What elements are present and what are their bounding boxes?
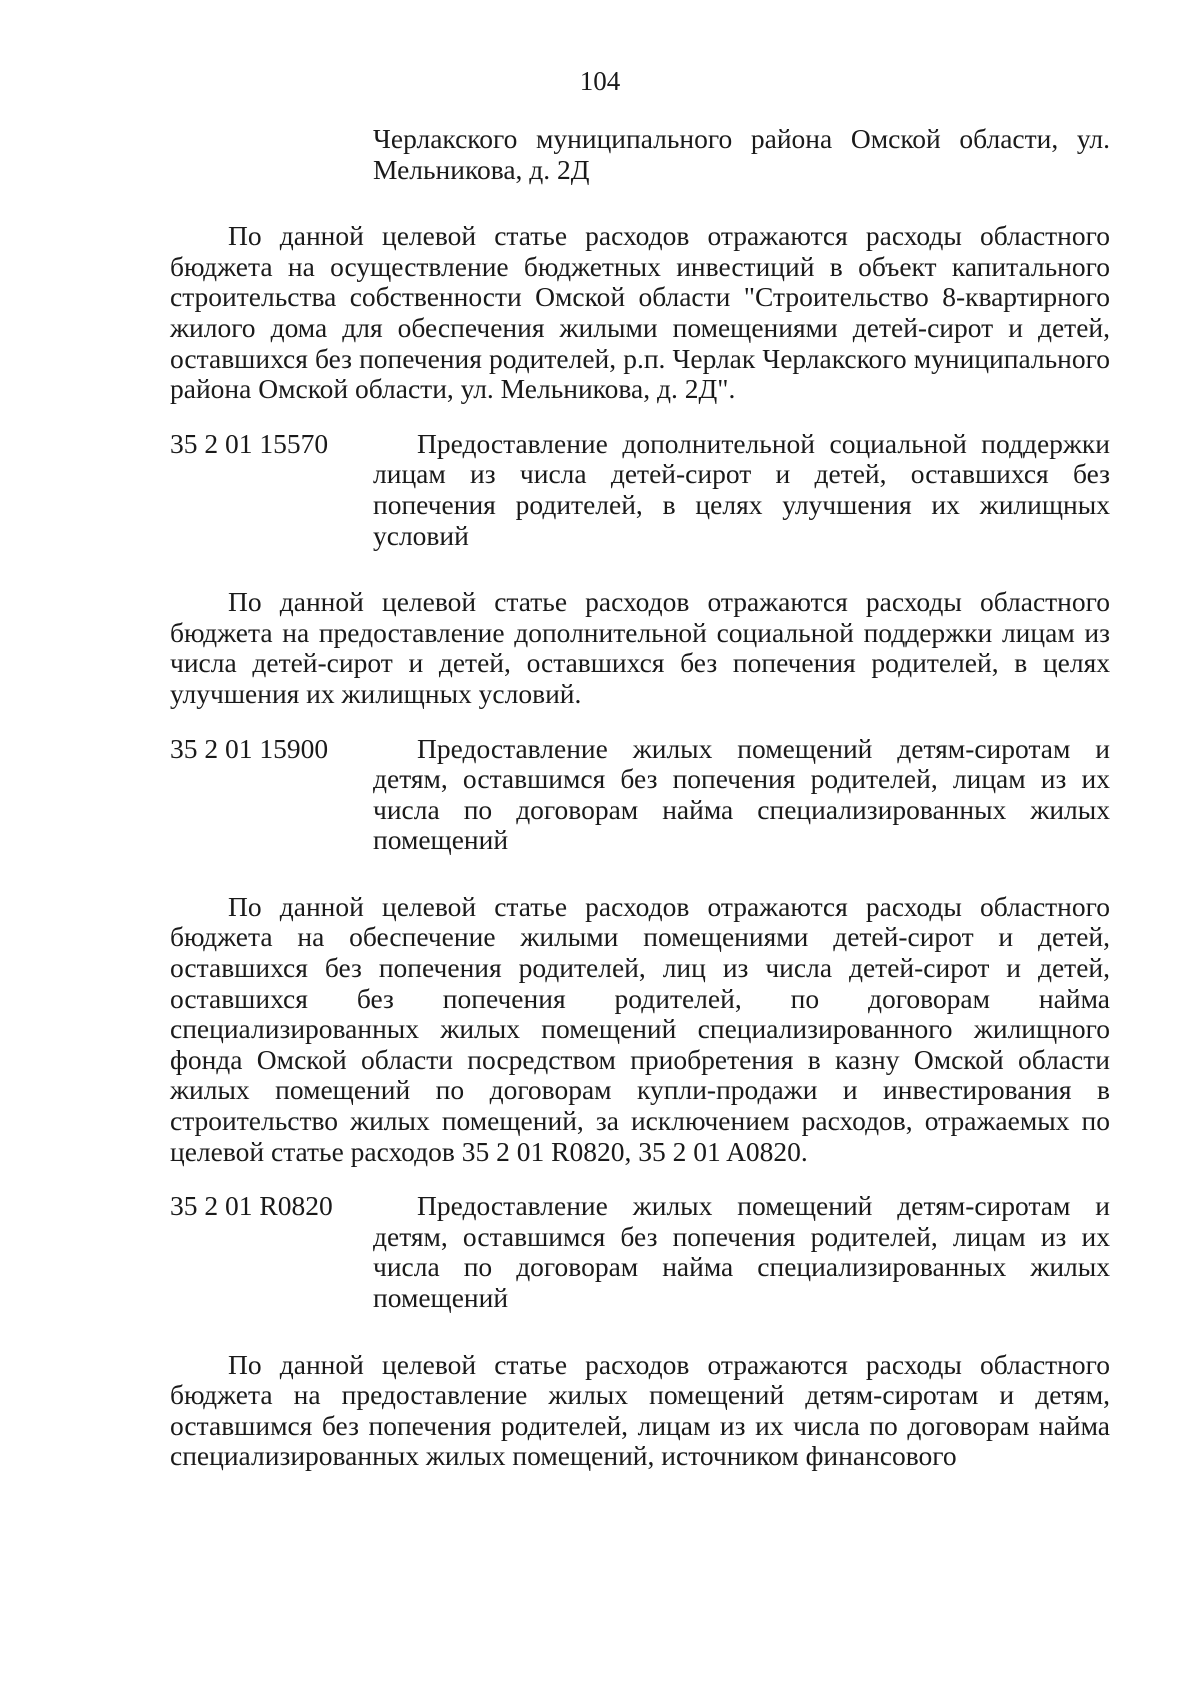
continuation-text: Черлакского муниципального района Омской области, ул. Мельникова, д. 2Д — [373, 123, 1110, 185]
paragraph: По данной целевой статье расходов отражаются расходы областного бюджета на обеспечение жилыми помещениями детей-сирот и детей, оставшихся без попечения родителей, лиц из числа детей-сирот и детей, оставшихся без попечения родителей, по договорам найма специализированных жилых помещений специализированного жилищного фонда Омской области посредством приобретения в казну Омской области жилых помещений по договорам купли-продажи и инвестирования в строительство жилых помещений, за исключением расходов, отражаемых по целевой статье расходов 35 2 01 R0820, 35 2 01 A0820. — [170, 890, 1110, 1167]
paragraph: По данной целевой статье расходов отражаются расходы областного бюджета на осуществление бюджетных инвестиций в объект капитального строительства собственности Омской области "Строительство 8-квартирного жилого дома для обеспечения жилыми помещениями детей-сирот и детей, оставшихся без попечения родителей, р.п. Черлак Черлакского муниципального района Омской области, ул. Мельникова, д. 2Д". — [170, 220, 1110, 405]
document-body — [170, 124, 1110, 1472]
budget-entry — [170, 734, 1110, 856]
budget-entry — [170, 429, 1110, 551]
page-number: 104 — [579, 66, 621, 96]
paragraph: По данной целевой статье расходов отражаются расходы областного бюджета на предоставление дополнительной социальной поддержки лицам из числа детей-сирот и детей, оставшихся без попечения родителей, в целях улучшения их жилищных условий. — [170, 586, 1110, 709]
budget-code: 35 2 01 15570 — [170, 427, 329, 459]
budget-code: 35 2 01 R0820 — [170, 1190, 333, 1222]
budget-entry-title: Предоставление жилых помещений детям-сиротам и детям, оставшимся без попечения родителей, лицам из их числа по договорам найма специализированных жилых помещений — [373, 732, 1110, 856]
budget-code: 35 2 01 15900 — [170, 732, 329, 764]
paragraph: По данной целевой статье расходов отражаются расходы областного бюджета на предоставление жилых помещений детям-сиротам и детям, оставшимся без попечения родителей, лицам из их числа по договорам найма специализированных жилых помещений, источником финансового — [170, 1348, 1110, 1472]
budget-entry-title: Предоставление жилых помещений детям-сиротам и детям, оставшимся без попечения родителей, лицам из их числа по договорам найма специализированных жилых помещений — [373, 1190, 1110, 1313]
budget-entry — [170, 1191, 1110, 1313]
budget-entry-title: Предоставление дополнительной социальной поддержки лицам из числа детей-сирот и детей, оставшихся без попечения родителей, в целях улучшения их жилищных условий — [373, 427, 1110, 551]
